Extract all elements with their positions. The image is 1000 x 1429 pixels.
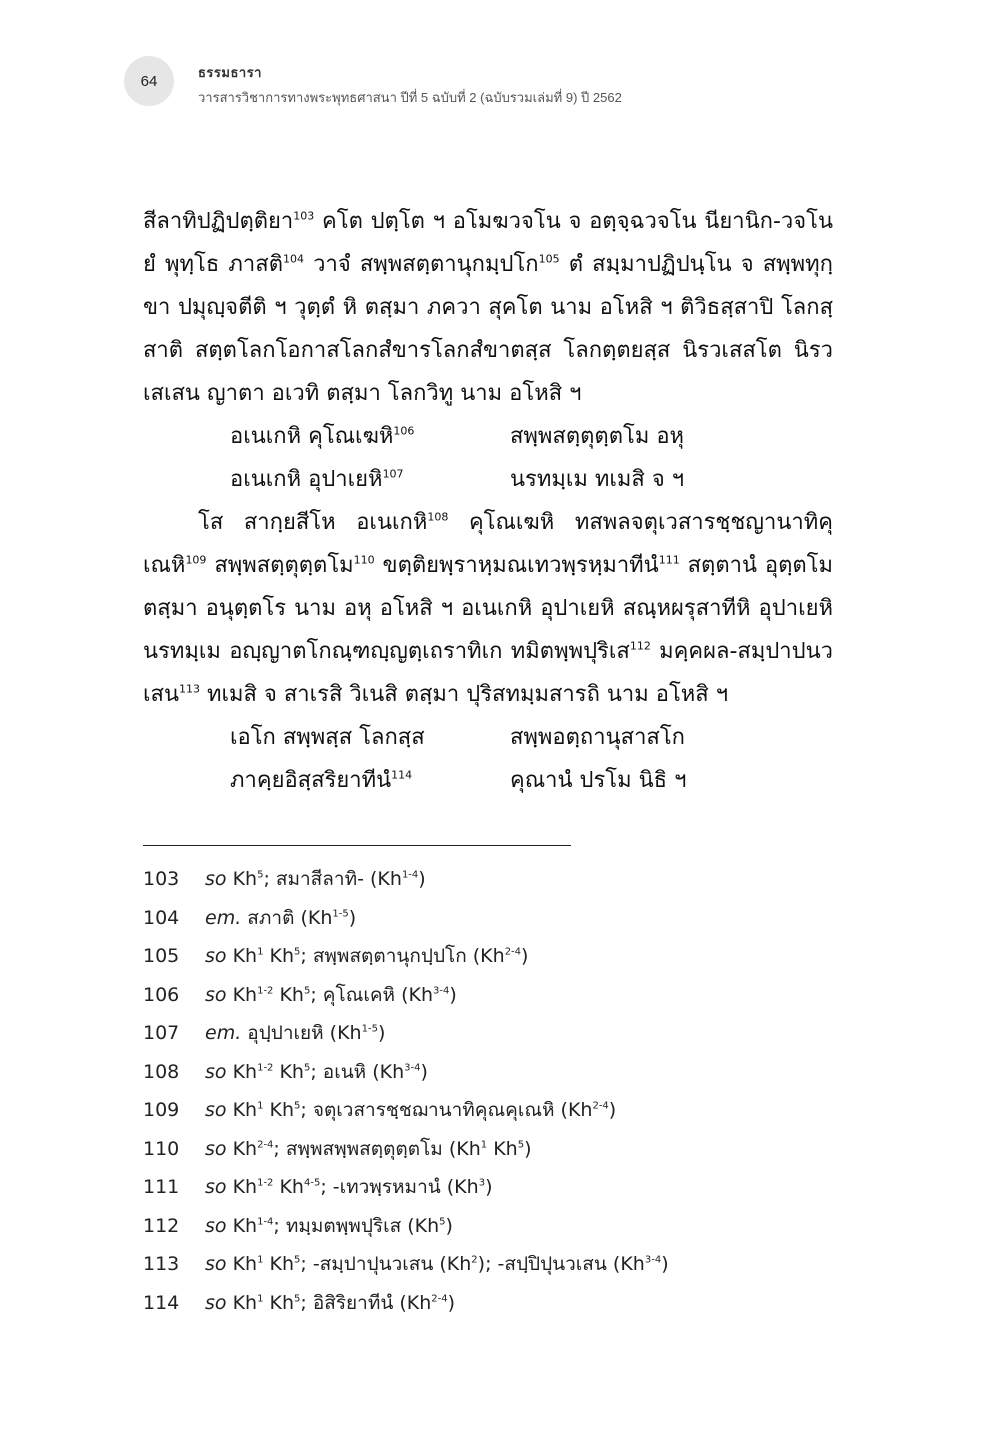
footnote-text: Kh xyxy=(263,1253,294,1275)
footnote-item xyxy=(143,1245,669,1284)
footnote-number: 111 xyxy=(143,1176,180,1198)
footnote-superscript: 1-4 xyxy=(401,869,419,881)
footnote-text: ; จตุเวสารชฺชฌานาทิคุณคุเณหิ (Kh xyxy=(300,1099,593,1121)
footnote-ref: 114 xyxy=(391,768,413,782)
footnote-superscript: 5 xyxy=(294,1100,301,1112)
footnote-text: อุปฺปาเยหิ (Kh xyxy=(241,1022,362,1044)
footnote-text: Kh xyxy=(226,1099,258,1121)
paragraph-2 xyxy=(143,501,833,716)
footnote-item xyxy=(143,860,669,899)
footnote-number: 104 xyxy=(143,906,180,929)
footnote-superscript: 1 xyxy=(257,946,264,958)
footnote-item xyxy=(143,1053,669,1092)
footnote-text: ) xyxy=(449,983,457,1006)
footnote-number: 105 xyxy=(143,945,180,967)
footnote-text: ) xyxy=(485,1176,493,1198)
footnote-superscript: 2 xyxy=(471,1254,478,1266)
verse-line xyxy=(143,759,833,802)
footnote-text: ) xyxy=(445,1214,453,1237)
footnote-superscript: 1-2 xyxy=(257,985,274,997)
footnote-superscript: 1-2 xyxy=(257,1062,274,1074)
footnote-siglum: so xyxy=(205,945,227,967)
footnote-text: ; -สมฺปาปุนวเสน (Kh xyxy=(300,1253,472,1275)
footnote-ref: 113 xyxy=(179,682,200,696)
text-run: สพฺพสตฺตุตฺตโม xyxy=(206,553,354,578)
footnote-superscript: 5 xyxy=(294,1254,301,1266)
footnote-siglum: so xyxy=(205,1099,227,1121)
footnote-text: Kh xyxy=(487,1137,518,1160)
footnote-text: ) xyxy=(420,1060,428,1083)
footnote-text: ); -สปฺปิปุนวเสน (Kh xyxy=(477,1253,645,1275)
verse-left: อเนเกหิ คุโณเฆหิ xyxy=(230,424,394,449)
footnote-ref: 108 xyxy=(427,510,449,524)
footnote-text: ) xyxy=(348,906,357,929)
footnote-text: ; สพฺพสตฺตานุกปฺปโก (Kh xyxy=(300,945,505,967)
footnote-siglum: em. xyxy=(205,906,242,929)
footnote-superscript: 5 xyxy=(439,1216,446,1228)
text-run: ทเมสิ จ สาเรสิ วิเนสิ ตสฺมา ปุริสทมฺมสารถิ นาม อโหสิ ฯ xyxy=(200,682,729,707)
footnote-superscript: 1 xyxy=(257,1254,264,1266)
text-run: คุโณเฆหิ ทสพลจตุเวสารชฺชญานาทิคุเณหิ xyxy=(143,510,833,578)
text-run: สีลาทิปฏิปตฺติยา xyxy=(143,209,294,234)
footnote-superscript: 2-4 xyxy=(504,946,522,958)
footnote-superscript: 1 xyxy=(257,1293,264,1305)
footnote-superscript: 1 xyxy=(480,1139,488,1151)
footnote-item xyxy=(143,1284,669,1323)
footnote-item xyxy=(143,1207,669,1246)
footnote-superscript: 1-2 xyxy=(257,1177,274,1189)
verse-right: นรทมฺเม ทเมสิ จ ฯ xyxy=(510,467,685,492)
footnote-item xyxy=(143,899,669,938)
footnote-superscript: 5 xyxy=(517,1139,525,1151)
footnote-ref: 107 xyxy=(382,467,404,481)
verse-left: อเนเกหิ อุปาเยหิ xyxy=(230,467,383,492)
footnote-divider xyxy=(143,845,571,846)
verse-line xyxy=(143,458,833,501)
footnote-number: 107 xyxy=(143,1022,180,1044)
footnote-siglum: so xyxy=(205,868,227,890)
footnote-text: Kh xyxy=(273,1060,304,1083)
footnote-text: ; สพฺพสพฺพสตฺตุตฺตโม (Kh xyxy=(273,1137,481,1160)
footnote-text: Kh xyxy=(226,1214,258,1237)
footnote-number: 103 xyxy=(143,868,180,890)
footnote-text: ) xyxy=(521,945,529,967)
text-run: มคฺคผล-สมฺปาปนวเสน xyxy=(143,639,833,707)
footnote-number: 108 xyxy=(143,1060,180,1083)
footnote-text: สภาติ (Kh xyxy=(241,906,333,929)
text-run: ตํ สมฺมาปฏิปนฺโน จ สพฺพทุกฺขา ปมุญฺจตีติ ฯ วุตฺตํ หิ ตสฺมา ภควา สุคโต นาม อโหสิ ฯ ติวิธสฺสาปิ โลกสฺสาติ สตฺตโลกโอกาสโลกสํขารโลกสํขาตสฺส โลกตฺตยสฺส นิรวเสสโต นิรวเสเสน ญาตา อเวทิ ตสฺมา โลกวิทู นาม อโหสิ ฯ xyxy=(143,252,833,406)
page-number: 64 xyxy=(124,56,174,106)
text-run: ขตฺติยพฺราหฺมณเทวพฺรหฺมาทีนํ xyxy=(374,553,659,578)
footnote-superscript: 3-4 xyxy=(404,1062,421,1074)
verse-right: คุณานํ ปรโม นิธิ ฯ xyxy=(510,768,687,793)
footnote-item xyxy=(143,1014,669,1053)
footnote-text: Kh xyxy=(273,983,304,1006)
footnote-siglum: so xyxy=(205,1214,227,1237)
footnote-superscript: 4-5 xyxy=(303,1177,321,1189)
footnote-superscript: 3 xyxy=(478,1177,486,1189)
footnote-superscript: 5 xyxy=(294,946,301,958)
footnote-text: Kh xyxy=(226,868,258,890)
verse-left: ภาคฺยอิสฺสริยาทีนํ xyxy=(230,768,392,793)
verse-line xyxy=(143,415,833,458)
text-run: คโต ปตฺโต ฯ อโมฆวจโน จ อตฺจฺฉวจโน นียานิก-วจโน ยํ พุทฺโธ ภาสติ xyxy=(143,209,833,277)
footnote-ref: 104 xyxy=(282,252,304,266)
footnote-text: ; คุโณเคหิ (Kh xyxy=(310,983,434,1006)
footnote-item xyxy=(143,1168,669,1207)
footnote-ref: 112 xyxy=(629,639,651,653)
footnote-siglum: so xyxy=(205,983,227,1006)
footnote-superscript: 1-5 xyxy=(361,1023,378,1035)
footnote-number: 110 xyxy=(143,1137,180,1160)
footnote-item xyxy=(143,1091,669,1130)
footnote-superscript: 5 xyxy=(303,985,311,997)
footnote-ref: 103 xyxy=(293,209,315,223)
running-header xyxy=(198,62,622,108)
footnote-siglum: so xyxy=(205,1253,227,1275)
text-run: วาจํ สพฺพสตฺตานุกมฺปโก xyxy=(303,252,539,277)
text-run: โส สากฺยสีโห อเนเกหิ xyxy=(198,510,428,535)
footnote-siglum: so xyxy=(205,1060,227,1083)
footnote-text: ) xyxy=(447,1291,456,1314)
footnote-superscript: 1-4 xyxy=(257,1216,274,1228)
footnote-text: Kh xyxy=(263,945,294,967)
footnote-text: Kh xyxy=(226,945,258,967)
footnote-text: Kh xyxy=(226,1291,258,1314)
footnote-ref: 111 xyxy=(658,553,680,567)
footnote-text: ; อิสิริยาทีนํ (Kh xyxy=(300,1291,432,1314)
footnote-superscript: 5 xyxy=(257,869,264,881)
verse-right: สพฺพอตฺถานุสาสโก xyxy=(510,725,685,750)
verse-left: เอโก สพฺพสฺส โลกสฺส xyxy=(230,725,425,750)
footnote-text: ; อเนหิ (Kh xyxy=(310,1060,405,1083)
paragraph-1 xyxy=(143,200,833,415)
footnote-number: 106 xyxy=(143,983,180,1006)
footnote-superscript: 1 xyxy=(257,1100,264,1112)
footnote-superscript: 2-4 xyxy=(257,1139,274,1151)
footnote-superscript: 2-4 xyxy=(592,1100,609,1112)
footnote-text: ) xyxy=(661,1253,669,1275)
footnote-number: 114 xyxy=(143,1291,180,1314)
footnote-ref: 109 xyxy=(185,553,207,567)
footnote-superscript: 2-4 xyxy=(431,1293,448,1305)
main-text xyxy=(143,200,833,802)
footnote-text: ; ทมฺมตพฺพปุริเส (Kh xyxy=(273,1214,440,1237)
text-run: สตฺตานํ อุตฺตโม ตสฺมา อนุตฺตโร นาม อหุ อโหสิ ฯ อเนเกหิ อุปาเยหิ สณฺหผรุสาทีหิ อุปาเยหิ นรทมฺเม อญฺญาตโกณฺฑญฺญตฺเถราทิเก ทมิตพฺพปุริเส xyxy=(143,553,833,664)
journal-name: ธรรมธารา xyxy=(198,65,262,80)
footnote-number: 109 xyxy=(143,1099,180,1121)
footnote-text: Kh xyxy=(226,1137,258,1160)
footnote-text: ) xyxy=(377,1022,386,1044)
verse-right: สพฺพสตฺตุตฺตโม อหุ xyxy=(510,424,685,449)
footnote-superscript: 5 xyxy=(303,1062,311,1074)
footnote-text: ; -เทวพฺรหมานํ (Kh xyxy=(320,1176,479,1198)
footnote-text: ) xyxy=(608,1099,617,1121)
footnote-text: ; สมาสีลาทิ- (Kh xyxy=(263,868,402,890)
footnote-siglum: em. xyxy=(205,1022,242,1044)
footnote-text: Kh xyxy=(263,1099,294,1121)
footnote-text: ) xyxy=(524,1137,532,1160)
footnote-superscript: 1-5 xyxy=(332,908,349,920)
footnote-siglum: so xyxy=(205,1176,227,1198)
footnote-text: Kh xyxy=(226,1060,258,1083)
journal-subtitle: วารสารวิชาการทางพระพุทธศาสนา ปีที่ 5 ฉบับที่ 2 (ฉบับรวมเล่มที่ 9) ปี 2562 xyxy=(198,90,622,105)
footnote-superscript: 5 xyxy=(294,1293,301,1305)
footnote-text: Kh xyxy=(226,1253,258,1275)
footnote-number: 113 xyxy=(143,1253,180,1275)
footnote-text: Kh xyxy=(226,1176,258,1198)
footnote-item xyxy=(143,1130,669,1169)
footnote-number: 112 xyxy=(143,1214,180,1237)
footnote-text: ) xyxy=(418,868,426,890)
footnote-ref: 105 xyxy=(538,252,560,266)
footnote-superscript: 3-4 xyxy=(433,985,450,997)
footnote-item xyxy=(143,976,669,1015)
footnote-superscript: 3-4 xyxy=(644,1254,662,1266)
footnote-ref: 106 xyxy=(393,424,415,438)
footnote-text: Kh xyxy=(263,1291,294,1314)
footnote-siglum: so xyxy=(205,1291,227,1314)
footnote-siglum: so xyxy=(205,1137,227,1160)
footnote-item xyxy=(143,937,669,976)
verse-line xyxy=(143,716,833,759)
footnote-text: Kh xyxy=(273,1176,304,1198)
footnote-ref: 110 xyxy=(353,553,375,567)
footnote-text: Kh xyxy=(226,983,258,1006)
footnotes xyxy=(143,860,669,1322)
